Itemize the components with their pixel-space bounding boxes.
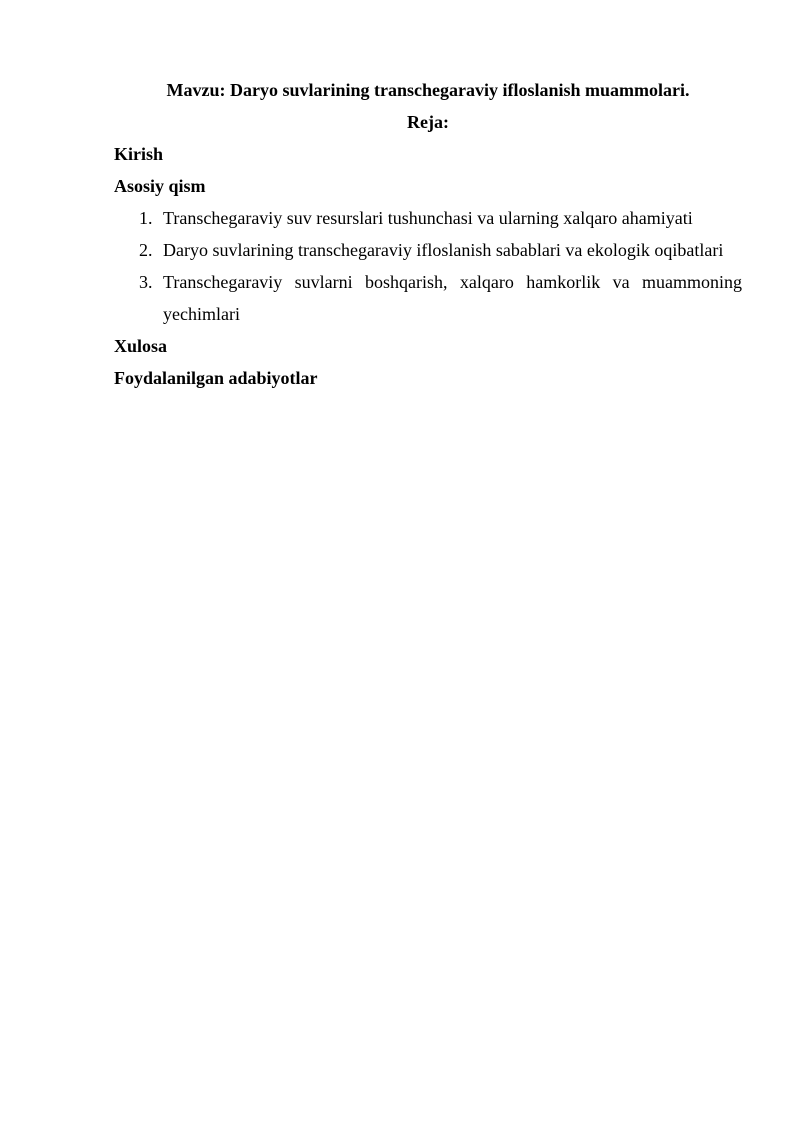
document-content	[114, 74, 742, 394]
list-item	[114, 202, 742, 234]
section-intro: Kirish	[114, 144, 164, 164]
list-item-text: Daryo suvlarining transchegaraviy ifloslanish sabablari va ekologik oqibatlari	[163, 240, 724, 260]
plan-heading: Reja:	[407, 112, 449, 132]
list-item	[114, 234, 742, 266]
list-item-text: Transchegaraviy suv resurslari tushunchasi va ularning xalqaro ahamiyati	[163, 208, 693, 228]
list-item-text: Transchegaraviy suvlarni boshqarish, xalqaro hamkorlik va muammoning yechimlari	[163, 272, 742, 324]
section-conclusion: Xulosa	[114, 336, 168, 356]
list-item-number: 3.	[139, 272, 153, 292]
section-references: Foydalanilgan adabiyotlar	[114, 368, 318, 388]
document-title: Mavzu: Daryo suvlarining transchegaraviy ifloslanish muammolari.	[166, 80, 690, 100]
list-item-number: 2.	[139, 240, 153, 260]
section-main: Asosiy qism	[114, 176, 206, 196]
plan-list	[114, 202, 742, 330]
list-item-number: 1.	[139, 208, 153, 228]
list-item	[114, 266, 742, 330]
